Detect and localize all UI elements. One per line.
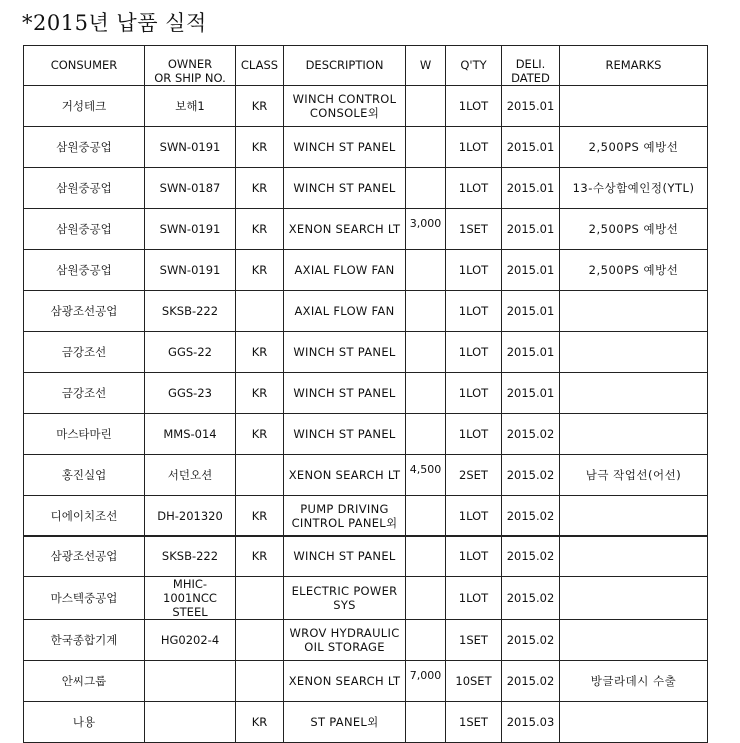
cell-class: KR <box>236 414 284 455</box>
cell-date: 2015.01 <box>502 291 560 332</box>
cell-remarks <box>560 86 708 127</box>
cell-qty: 10SET <box>446 661 502 702</box>
cell-owner <box>145 250 236 291</box>
cell-owner <box>145 661 236 702</box>
cell-owner-line: SKSB-222 <box>161 549 219 563</box>
cell-remarks <box>560 332 708 373</box>
cell-owner-line: SWN-0191 <box>159 263 221 277</box>
cell-remarks <box>560 620 708 661</box>
cell-description <box>284 86 406 127</box>
header-consumer: CONSUMER <box>24 46 145 86</box>
cell-w <box>406 496 446 537</box>
cell-owner <box>145 373 236 414</box>
cell-owner-line: HG0202-4 <box>160 633 220 647</box>
cell-w: 4,500 <box>406 455 446 496</box>
cell-description-line: WINCH ST PANEL <box>293 140 396 154</box>
cell-date: 2015.01 <box>502 373 560 414</box>
cell-qty: 1LOT <box>446 536 502 577</box>
header-owner <box>145 46 236 86</box>
cell-description-line: XENON SEARCH LT <box>288 468 401 482</box>
cell-description <box>284 455 406 496</box>
cell-owner <box>145 577 236 620</box>
table-row <box>24 168 708 209</box>
cell-owner <box>145 536 236 577</box>
cell-description <box>284 496 406 537</box>
cell-consumer: 삼원중공업 <box>24 168 145 209</box>
delivery-table <box>23 45 708 537</box>
cell-date: 2015.01 <box>502 332 560 373</box>
cell-owner <box>145 620 236 661</box>
cell-remarks: 2,500PS 예방선 <box>560 127 708 168</box>
cell-owner-line: SWN-0187 <box>159 181 221 195</box>
header-qty: Q'TY <box>446 46 502 86</box>
table-row <box>24 373 708 414</box>
cell-remarks: 13-수상함예인정(YTL) <box>560 168 708 209</box>
cell-description-line: AXIAL FLOW FAN <box>294 263 395 277</box>
cell-remarks: 남극 작업선(어선) <box>560 455 708 496</box>
cell-description-line: CINTROL PANEL외 <box>291 516 398 530</box>
cell-qty: 1LOT <box>446 496 502 537</box>
cell-owner <box>145 86 236 127</box>
cell-description-line: ST PANEL외 <box>310 715 379 729</box>
cell-description <box>284 414 406 455</box>
table-row <box>24 496 708 537</box>
cell-consumer: 삼원중공업 <box>24 127 145 168</box>
cell-class: KR <box>236 332 284 373</box>
cell-owner-line: STEEL <box>172 605 208 619</box>
cell-remarks <box>560 373 708 414</box>
cell-w <box>406 620 446 661</box>
cell-description-line: WINCH CONTROL <box>292 92 397 106</box>
table-row <box>24 127 708 168</box>
cell-owner-line: SWN-0191 <box>159 140 221 154</box>
table-row <box>24 414 708 455</box>
cell-w <box>406 536 446 577</box>
cell-owner <box>145 332 236 373</box>
cell-description-line: CONSOLE외 <box>309 106 380 120</box>
cell-consumer: 나용 <box>24 702 145 743</box>
cell-owner <box>145 127 236 168</box>
cell-description-line: WINCH ST PANEL <box>293 386 396 400</box>
cell-remarks <box>560 291 708 332</box>
cell-owner-line: GGS-22 <box>168 345 212 359</box>
cell-description <box>284 127 406 168</box>
cell-date: 2015.02 <box>502 536 560 577</box>
cell-class <box>236 661 284 702</box>
cell-consumer: 삼광조선공업 <box>24 291 145 332</box>
cell-description-line: PUMP DRIVING <box>300 502 389 516</box>
cell-remarks: 2,500PS 예방선 <box>560 209 708 250</box>
table-body-continued <box>24 536 708 743</box>
header-deli-line2: DATED <box>511 71 550 85</box>
cell-class: KR <box>236 86 284 127</box>
cell-consumer: 금강조선 <box>24 332 145 373</box>
cell-w: 3,000 <box>406 209 446 250</box>
cell-remarks <box>560 536 708 577</box>
cell-description-line: AXIAL FLOW FAN <box>294 304 395 318</box>
table-row <box>24 536 708 577</box>
table-row <box>24 661 708 702</box>
cell-description-line: WROV HYDRAULIC <box>289 626 400 640</box>
cell-qty: 1LOT <box>446 291 502 332</box>
cell-consumer: 홍진실업 <box>24 455 145 496</box>
cell-class: KR <box>236 496 284 537</box>
cell-date: 2015.02 <box>502 661 560 702</box>
cell-description-line: SYS <box>333 598 356 612</box>
cell-owner <box>145 209 236 250</box>
cell-qty: 1LOT <box>446 332 502 373</box>
cell-owner-line: SKSB-222 <box>161 304 219 318</box>
cell-remarks <box>560 414 708 455</box>
table-row <box>24 577 708 620</box>
cell-w <box>406 414 446 455</box>
cell-qty: 1LOT <box>446 373 502 414</box>
cell-w <box>406 291 446 332</box>
cell-description-line: WINCH ST PANEL <box>293 427 396 441</box>
table-row <box>24 620 708 661</box>
cell-qty: 1LOT <box>446 86 502 127</box>
cell-owner-line: MHIC- <box>172 577 208 591</box>
cell-consumer: 안씨그룹 <box>24 661 145 702</box>
cell-qty: 1LOT <box>446 250 502 291</box>
cell-w <box>406 86 446 127</box>
cell-description <box>284 620 406 661</box>
cell-w <box>406 250 446 291</box>
cell-owner <box>145 291 236 332</box>
cell-remarks <box>560 496 708 537</box>
header-deli-line1: DELI. <box>515 57 546 71</box>
cell-w: 7,000 <box>406 661 446 702</box>
table-row <box>24 702 708 743</box>
cell-owner <box>145 168 236 209</box>
cell-consumer: 한국종합기계 <box>24 620 145 661</box>
cell-description <box>284 332 406 373</box>
delivery-table-continued <box>23 535 708 743</box>
cell-w <box>406 168 446 209</box>
cell-description <box>284 168 406 209</box>
header-class: CLASS <box>236 46 284 86</box>
cell-w <box>406 373 446 414</box>
cell-owner-line: DH-201320 <box>157 509 223 523</box>
header-owner-line2: OR SHIP NO. <box>154 71 226 85</box>
cell-qty: 1SET <box>446 209 502 250</box>
cell-consumer: 삼광조선공업 <box>24 536 145 577</box>
table-row <box>24 86 708 127</box>
header-remarks: REMARKS <box>560 46 708 86</box>
cell-date: 2015.03 <box>502 702 560 743</box>
cell-date: 2015.01 <box>502 209 560 250</box>
header-w: W <box>406 46 446 86</box>
page-title: *2015년 납품 실적 <box>22 11 207 35</box>
cell-owner-line: 1001NCC <box>163 591 217 605</box>
cell-consumer: 삼원중공업 <box>24 250 145 291</box>
cell-date: 2015.02 <box>502 496 560 537</box>
cell-consumer: 마스타마린 <box>24 414 145 455</box>
cell-class <box>236 577 284 620</box>
cell-class: KR <box>236 536 284 577</box>
table-row <box>24 209 708 250</box>
cell-description-line: OIL STORAGE <box>304 640 385 654</box>
cell-qty: 1SET <box>446 702 502 743</box>
cell-qty: 1LOT <box>446 577 502 620</box>
cell-class: KR <box>236 373 284 414</box>
cell-description-line: XENON SEARCH LT <box>288 222 401 236</box>
cell-remarks: 방글라데시 수출 <box>560 661 708 702</box>
cell-w <box>406 577 446 620</box>
cell-class: KR <box>236 250 284 291</box>
cell-owner <box>145 455 236 496</box>
cell-owner-line: MMS-014 <box>163 427 217 441</box>
cell-description <box>284 577 406 620</box>
header-owner-line1: OWNER <box>167 57 213 71</box>
cell-class <box>236 291 284 332</box>
cell-class <box>236 455 284 496</box>
cell-w <box>406 127 446 168</box>
cell-w <box>406 332 446 373</box>
cell-description <box>284 209 406 250</box>
cell-consumer: 거성테크 <box>24 86 145 127</box>
cell-remarks: 2,500PS 예방선 <box>560 250 708 291</box>
table-row <box>24 455 708 496</box>
cell-description-line: WINCH ST PANEL <box>293 181 396 195</box>
cell-qty: 1LOT <box>446 414 502 455</box>
cell-consumer: 디에이치조선 <box>24 496 145 537</box>
cell-description-line: WINCH ST PANEL <box>293 549 396 563</box>
cell-remarks <box>560 702 708 743</box>
cell-date: 2015.01 <box>502 168 560 209</box>
cell-consumer: 마스텍중공업 <box>24 577 145 620</box>
cell-qty: 2SET <box>446 455 502 496</box>
cell-owner <box>145 702 236 743</box>
cell-owner-line: 서던오션 <box>167 468 213 482</box>
cell-class: KR <box>236 209 284 250</box>
cell-owner-line: GGS-23 <box>168 386 212 400</box>
cell-qty: 1LOT <box>446 127 502 168</box>
cell-class <box>236 620 284 661</box>
table-header-row <box>24 46 708 86</box>
cell-consumer: 삼원중공업 <box>24 209 145 250</box>
cell-date: 2015.01 <box>502 86 560 127</box>
cell-description <box>284 250 406 291</box>
cell-class: KR <box>236 127 284 168</box>
header-deli <box>502 46 560 86</box>
cell-date: 2015.01 <box>502 127 560 168</box>
cell-description <box>284 661 406 702</box>
cell-w <box>406 702 446 743</box>
cell-date: 2015.02 <box>502 414 560 455</box>
cell-description <box>284 373 406 414</box>
cell-description <box>284 536 406 577</box>
cell-date: 2015.01 <box>502 250 560 291</box>
cell-date: 2015.02 <box>502 455 560 496</box>
table-row <box>24 332 708 373</box>
cell-owner <box>145 414 236 455</box>
table-row <box>24 291 708 332</box>
cell-description <box>284 291 406 332</box>
header-description: DESCRIPTION <box>284 46 406 86</box>
cell-owner-line: 보해1 <box>175 99 205 113</box>
cell-description-line: XENON SEARCH LT <box>288 674 401 688</box>
cell-class: KR <box>236 702 284 743</box>
cell-description <box>284 702 406 743</box>
cell-owner <box>145 496 236 537</box>
cell-date: 2015.02 <box>502 577 560 620</box>
cell-date: 2015.02 <box>502 620 560 661</box>
cell-qty: 1SET <box>446 620 502 661</box>
cell-qty: 1LOT <box>446 168 502 209</box>
cell-description-line: WINCH ST PANEL <box>293 345 396 359</box>
cell-class: KR <box>236 168 284 209</box>
cell-description-line: ELECTRIC POWER <box>291 584 398 598</box>
table-row <box>24 250 708 291</box>
cell-consumer: 금강조선 <box>24 373 145 414</box>
cell-remarks <box>560 577 708 620</box>
table-body <box>24 86 708 537</box>
cell-owner-line: SWN-0191 <box>159 222 221 236</box>
